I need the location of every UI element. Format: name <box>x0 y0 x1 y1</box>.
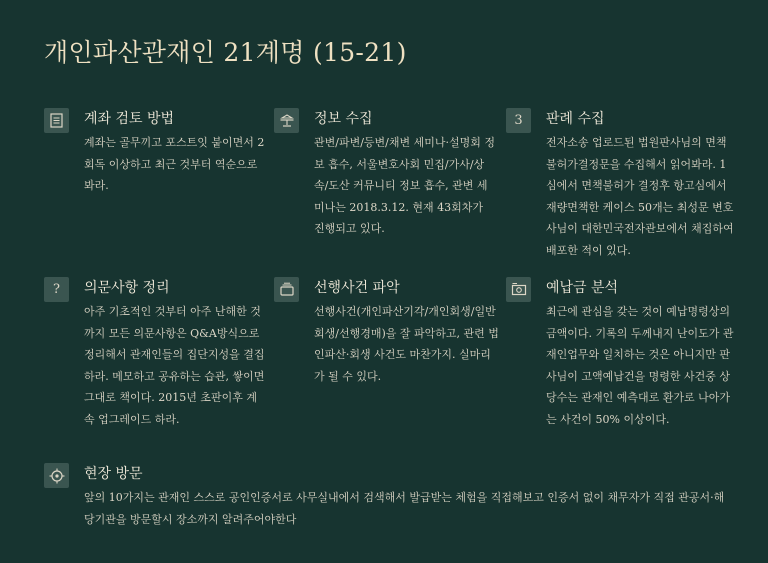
item-body: 선행사건(개인파산기각/개인회생/일반회생/선행경매)을 잘 파악하고, 관련 법인파산·회생 사건도 마찬가지. 실마리가 될 수 있다. <box>314 305 499 383</box>
item-heading: 계좌 검토 방법 <box>84 111 175 127</box>
item-heading: 정보 수집 <box>314 111 373 127</box>
folder-stack-icon <box>274 277 299 302</box>
item-body: 계좌는 골무끼고 포스트잇 붙이면서 2회독 이상하고 최근 것부터 역순으로 봐라. <box>84 136 265 192</box>
item-heading: 의문사항 정리 <box>84 280 170 296</box>
item-body: 앞의 10가지는 관재인 스스로 공인인증서로 사무실내에서 검색해서 발급받는 체험을 직접해보고 인증서 없이 채무자가 직접 관공서·해당기관을 방문할시 장소까지 알려주어야한다 <box>84 491 725 526</box>
item-heading: 선행사건 파악 <box>314 280 400 296</box>
document-icon <box>44 108 69 133</box>
page-title: 개인파산관재인 21계명 (15-21) <box>44 38 407 67</box>
lectern-icon <box>274 108 299 133</box>
item-body: 최근에 관심을 갖는 것이 예납명령상의 금액이다. 기록의 두께내지 난이도가 관재인업무와 일치하는 것은 아니지만 판사님이 고액예납건을 명령한 사건중 상당수는 관재인 예측대로 환가로 나아가는 사건이 50% 이상이다. <box>546 305 734 426</box>
item-body: 아주 기초적인 것부터 아주 난해한 것까지 모든 의문사항은 Q&A방식으로 정리해서 관재인들의 집단지성을 결집하라. 메모하고 공유하는 습관, 쌓이면 그대로 책이다. 2015년 초판이후 계속 업그레이드 하라. <box>84 305 265 426</box>
target-icon <box>44 463 69 488</box>
item-heading: 예납금 분석 <box>546 280 619 296</box>
item-heading: 현장 방문 <box>84 466 143 482</box>
item-body: 관변/파변/등변/채변 세미나·설명회 정보 흡수, 서울변호사회 민집/가사/상속/도산 커뮤니티 정보 흡수, 관변 세미나는 2018.3.12. 현재 43회차가 진행되고 있다. <box>314 136 495 235</box>
item-heading: 판례 수집 <box>546 111 605 127</box>
money-icon <box>506 277 531 302</box>
question-mark-icon: ? <box>44 277 69 302</box>
number-three-icon: 3 <box>506 108 531 133</box>
item-body: 전자소송 업로드된 법원판사님의 면책불허가결정문을 수집해서 읽어봐라. 1심에서 면책불허가 결정후 항고심에서 재량면책한 케이스 50개는 최성문 변호사님이 대한민국전자관보에서 채집하여 배포한 적이 있다. <box>546 136 734 257</box>
